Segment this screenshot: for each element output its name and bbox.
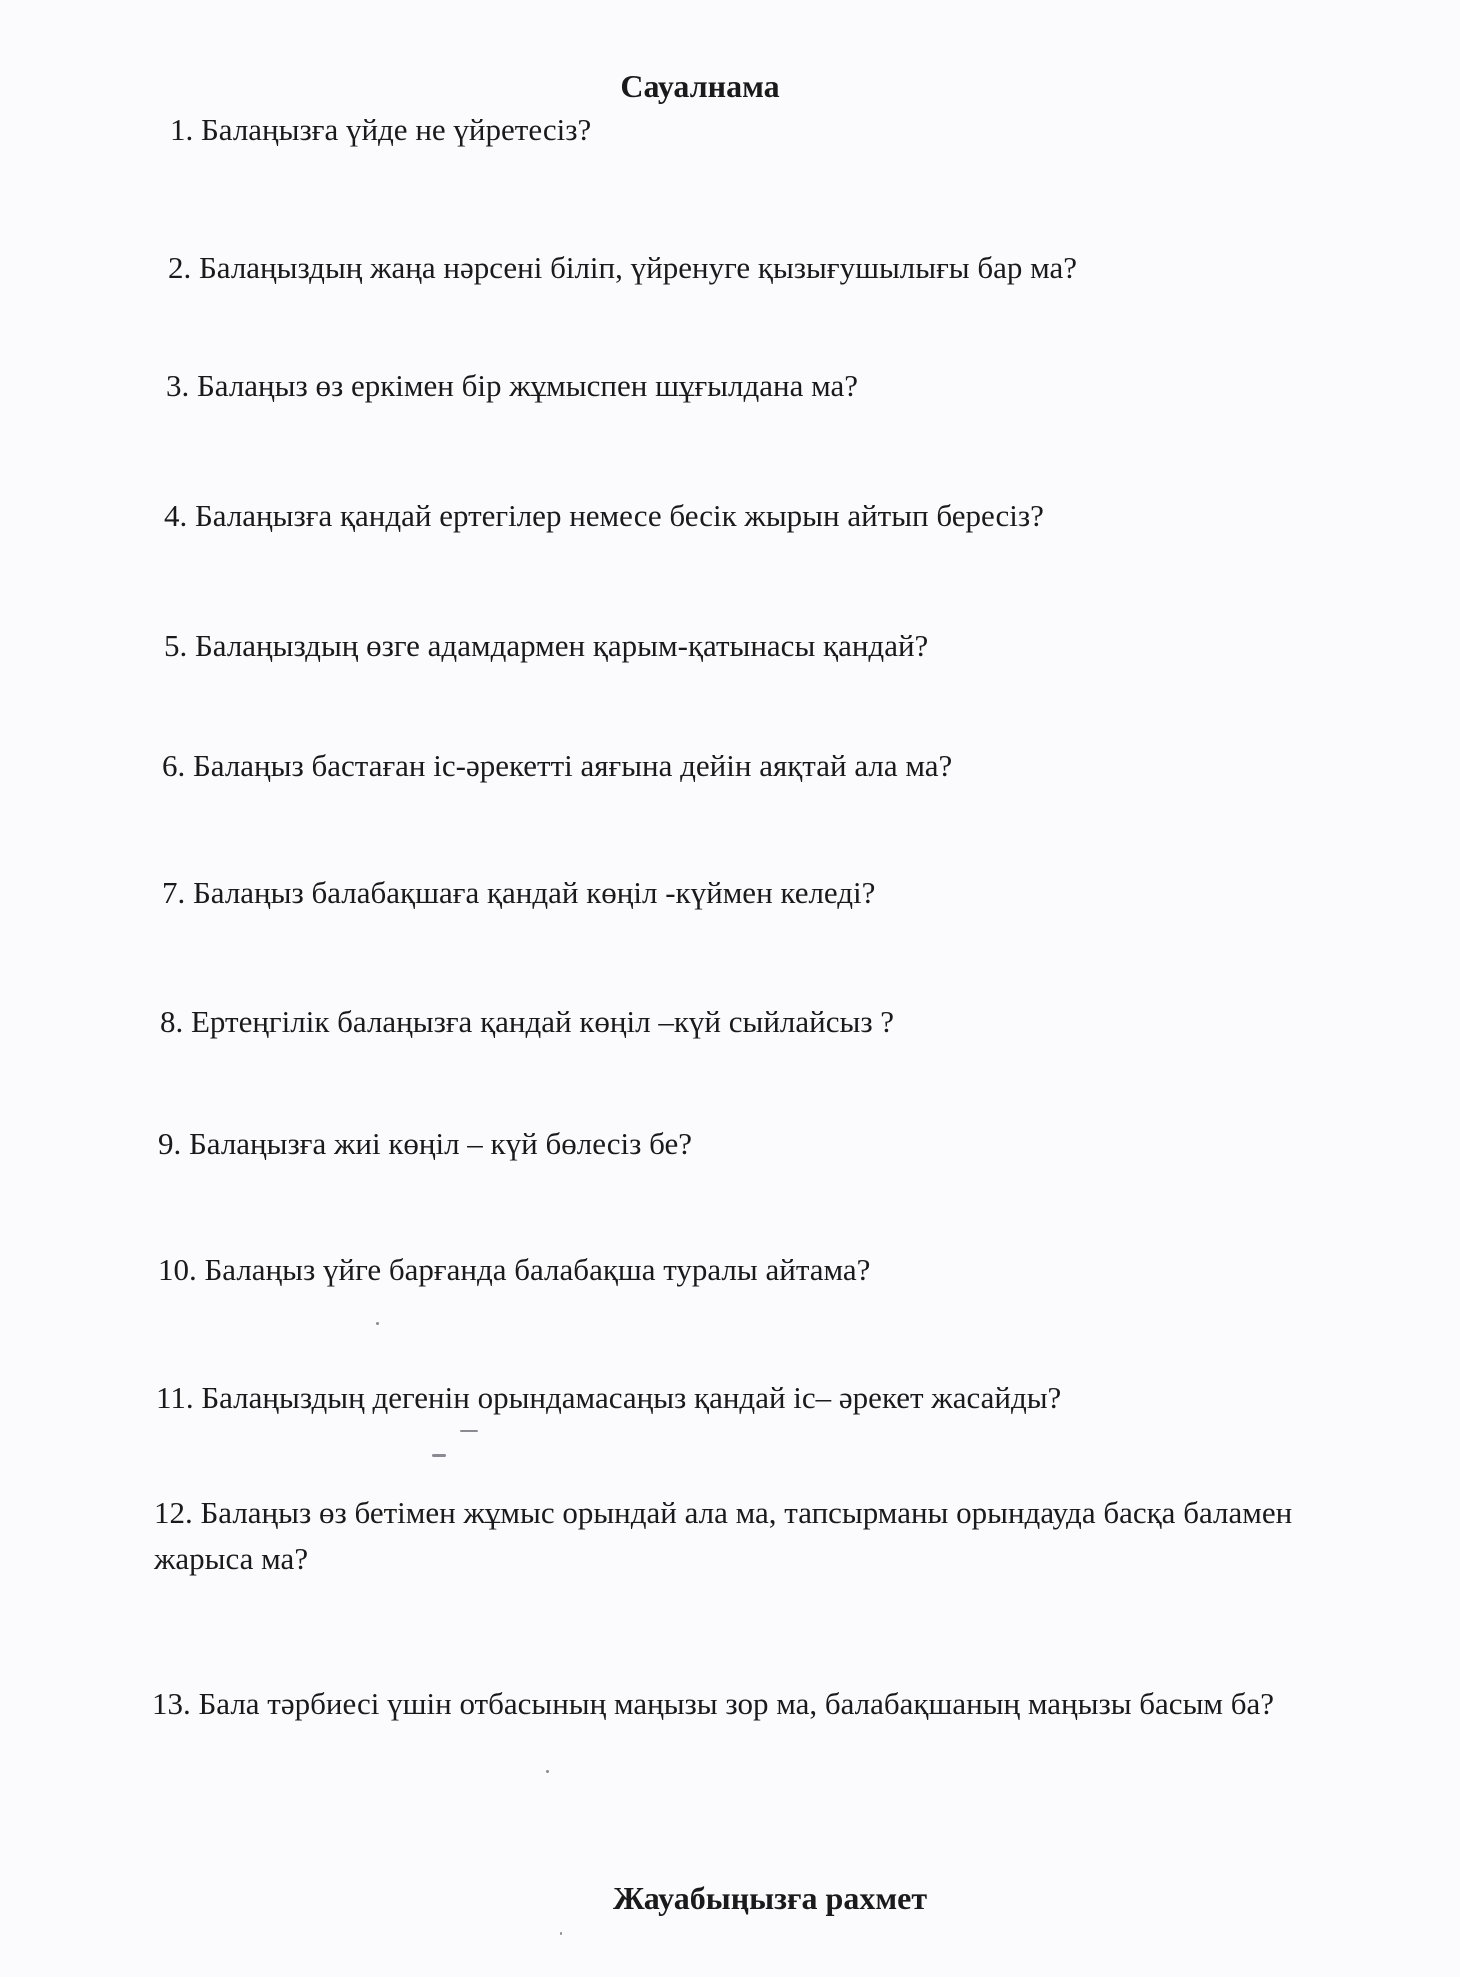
scan-speck bbox=[460, 1430, 478, 1432]
question-2: 2. Балаңыздың жаңа нәрсені біліп, үйренуге қызығушылығы бар ма? bbox=[168, 250, 1078, 285]
scan-speck bbox=[376, 1322, 379, 1325]
closing-thanks: Жауабыңызға рахмет bbox=[612, 1880, 928, 1916]
question-9: 9. Балаңызға жиі көңіл – күй бөлесіз бе? bbox=[158, 1126, 692, 1161]
question-7: 7. Балаңыз балабақшаға қандай көңіл -күймен келеді? bbox=[162, 875, 876, 910]
question-1: 1. Балаңызға үйде не үйретесіз? bbox=[170, 112, 592, 147]
question-10: 10. Балаңыз үйге барғанда балабақша туралы айтама? bbox=[158, 1252, 871, 1287]
question-4: 4. Балаңызға қандай ертегілер немесе бесік жырын айтып бересіз? bbox=[164, 498, 1044, 533]
question-8: 8. Ертеңгілік балаңызға қандай көңіл –күй сыйлайсыз ? bbox=[160, 1004, 895, 1039]
question-3: 3. Балаңыз өз еркімен бір жұмыспен шұғылдана ма? bbox=[166, 368, 859, 403]
question-5: 5. Балаңыздың өзге адамдармен қарым-қатынасы қандай? bbox=[164, 628, 929, 663]
scan-speck bbox=[546, 1770, 549, 1773]
question-11: 11. Балаңыздың дегенін орындамасаңыз қандай іс– әрекет жасайды? bbox=[156, 1380, 1062, 1415]
question-12: 12. Балаңыз өз бетімен жұмыс орындай ала ма, тапсырманы орындауда басқа баламен жарыса ма? bbox=[154, 1495, 1293, 1576]
scan-speck bbox=[560, 1932, 562, 1935]
question-13: 13. Бала тәрбиесі үшін отбасының маңызы зор ма, балабақшаның маңызы басым ба? bbox=[152, 1686, 1275, 1721]
document-title: Сауалнама bbox=[620, 68, 780, 104]
question-6: 6. Балаңыз бастаған іс-әрекетті аяғына дейін аяқтай ала ма? bbox=[162, 748, 953, 783]
scan-speck bbox=[432, 1454, 446, 1457]
